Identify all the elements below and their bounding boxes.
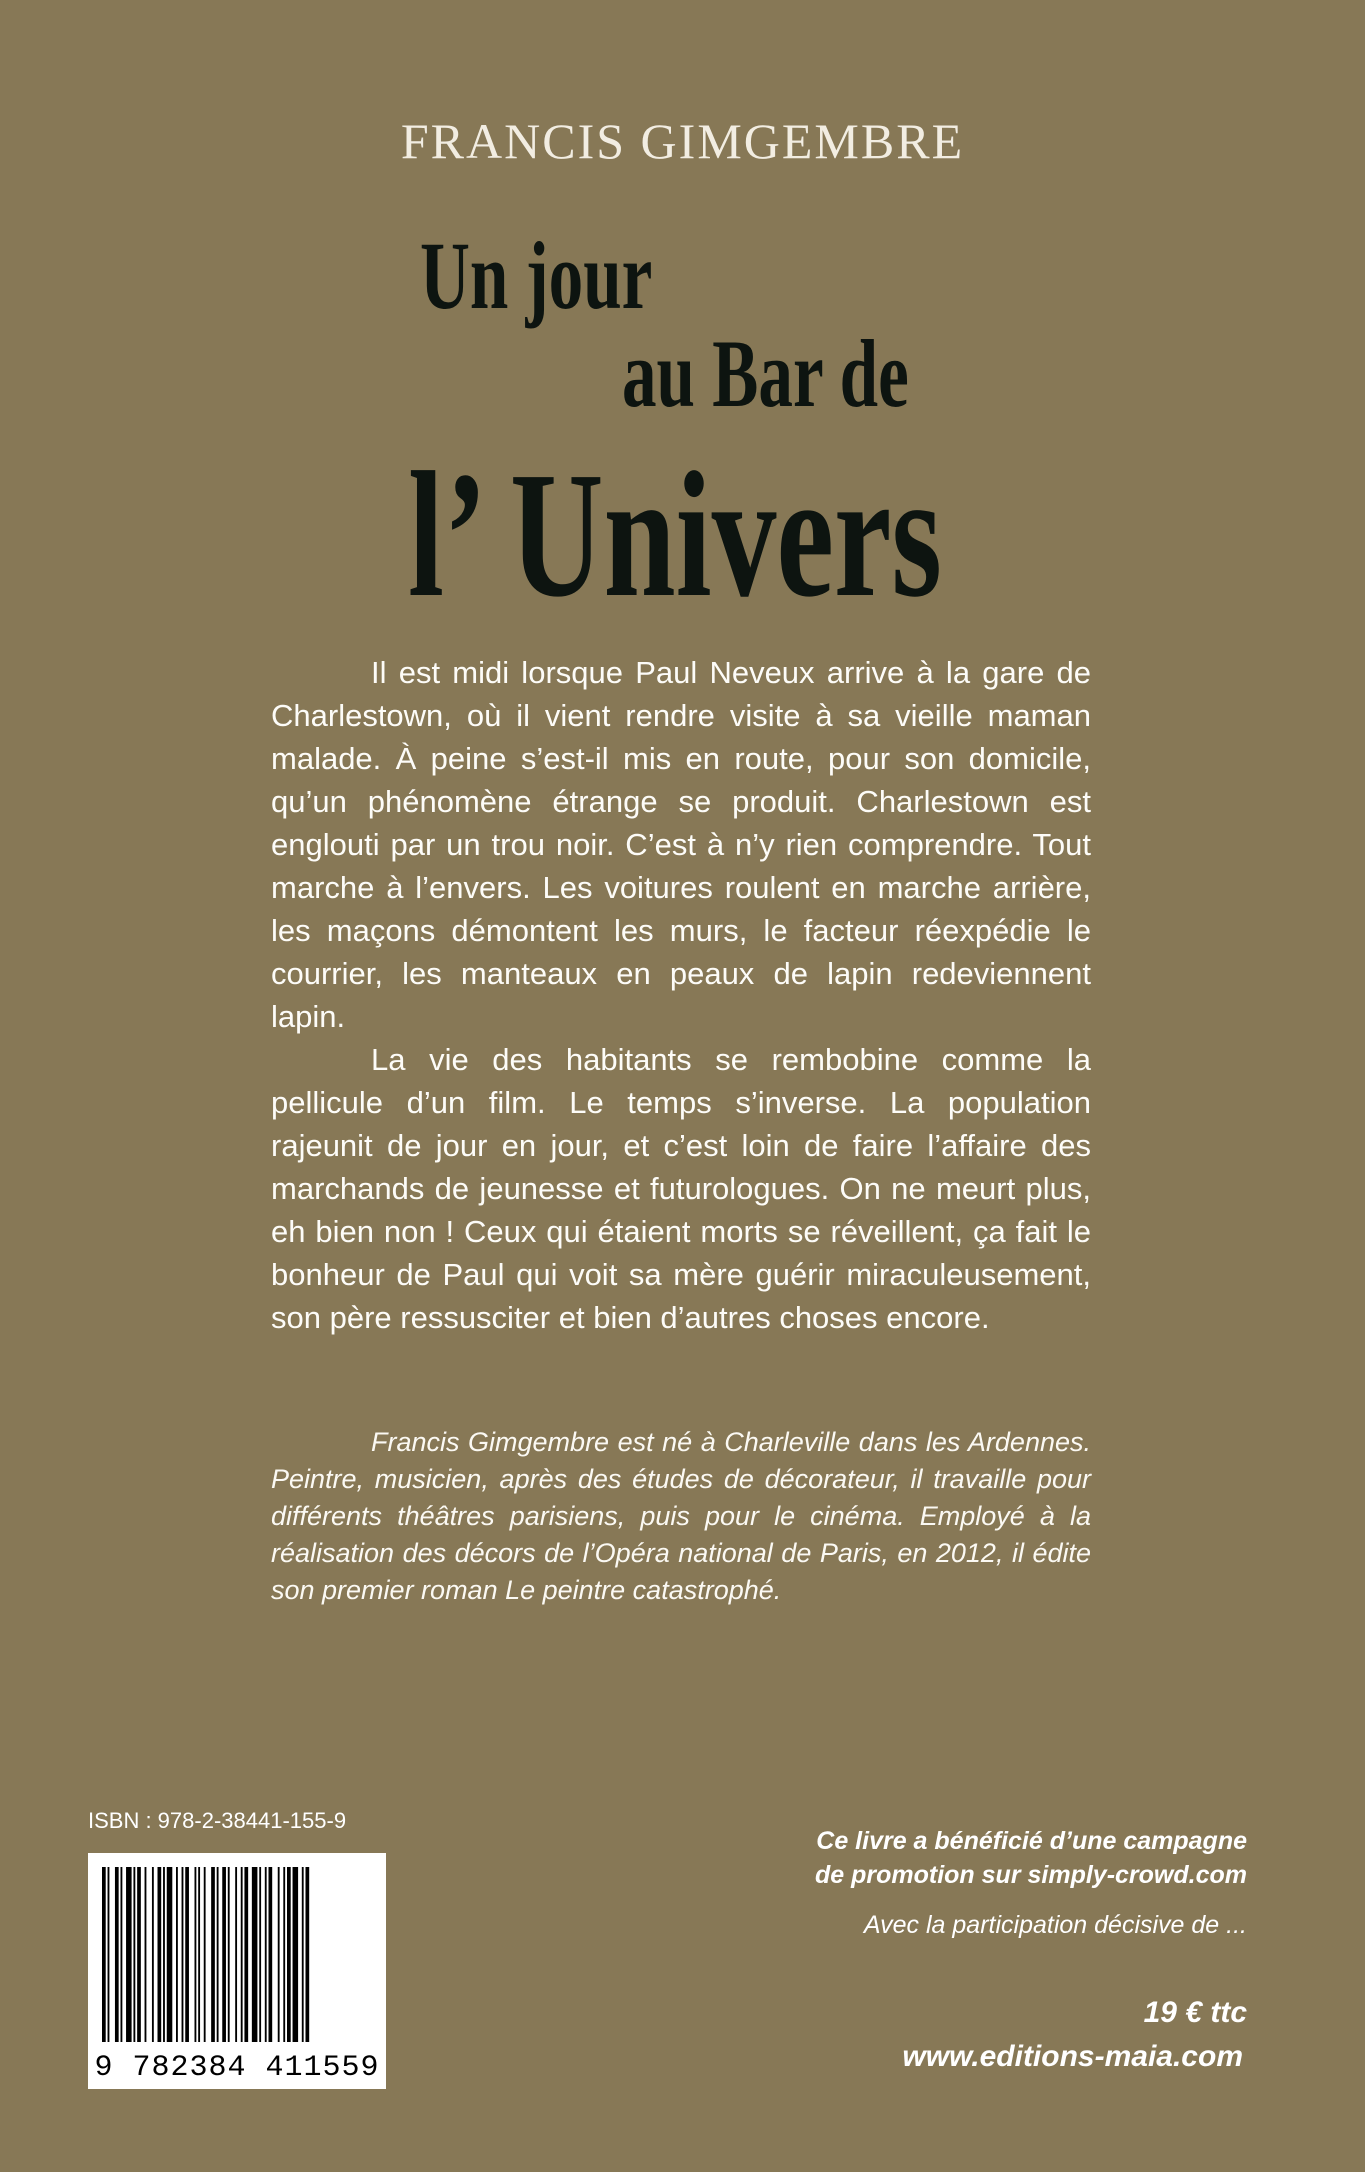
barcode-bar — [287, 1867, 291, 2042]
barcode-bar — [278, 1867, 280, 2042]
promo-text — [687, 1824, 1247, 1892]
barcode-bar — [102, 1867, 106, 2042]
book-title-line-3: l’ Univers — [408, 435, 942, 634]
synopsis-paragraph-1: Il est midi lorsque Paul Neveux arrive à la gare de Charlestown, où il vient rendre visite à sa vieille maman malade. À peine s’est-il mis en route, pour son domicile, qu’un phénomène étrange se produit. Charlestown est englouti par un trou noir. C’est à n’y rien comprendre. Tout marche à l’envers. Les voitures roulent en marche arrière, les maçons démontent les murs, le facteur réexpédie le courrier, les manteaux en peaux de lapin redeviennent lapin. — [271, 655, 1091, 1034]
book-title-line-1: Un jour — [420, 222, 653, 329]
participation-text: Avec la participation décisive de ... — [863, 1911, 1247, 1939]
barcode-bar — [293, 1867, 299, 2042]
barcode-bar — [133, 1867, 135, 2042]
barcode-bar — [228, 1867, 230, 2042]
barcode-bar — [198, 1867, 200, 2042]
barcode-digits: 9 782384 411559 — [94, 2051, 380, 2085]
promo-line-1: Ce livre a bénéficié d’une campagne — [816, 1827, 1247, 1855]
barcode-bar — [126, 1867, 132, 2042]
barcode-bar — [185, 1867, 189, 2042]
barcode-bar — [283, 1867, 285, 2042]
barcode-bar — [302, 1867, 304, 2042]
isbn-label: ISBN : 978-2-38441-155-9 — [88, 1808, 347, 1833]
barcode-bar — [265, 1867, 267, 2042]
barcode-bar — [121, 1867, 123, 2042]
barcode-bar — [195, 1867, 197, 2042]
barcode-bars-icon — [102, 1867, 372, 2042]
barcode-bar — [115, 1867, 119, 2042]
synopsis — [271, 651, 1091, 1339]
barcode-bar — [211, 1867, 215, 2042]
promo-line-2: de promotion sur simply-crowd.com — [815, 1861, 1247, 1889]
barcode-bar — [235, 1867, 237, 2042]
barcode-bar — [217, 1867, 219, 2042]
author-bio: Francis Gimgembre est né à Charleville dans les Ardennes. Peintre, musicien, après des études de décorateur, il travaille pour différents théâtres parisiens, puis pour le cinéma. Employé à la réalisation des décors de l’Opéra national de Paris, en 2012, il édite son premier roman Le peintre catastrophé. — [271, 1427, 1091, 1605]
book-title-line-2: au Bar de — [622, 320, 909, 427]
barcode-bar — [241, 1867, 243, 2042]
barcode-bar — [176, 1867, 178, 2042]
price: 19 € ttc — [1143, 1996, 1247, 2029]
barcode-bar — [158, 1867, 162, 2042]
barcode-bar — [269, 1867, 273, 2042]
barcode-bar — [204, 1867, 206, 2042]
synopsis-paragraph-2: La vie des habitants se rembobine comme la pellicule d’un film. Le temps s’inverse. La population rajeunit de jour en jour, et c’est loin de faire l’affaire des marchands de jeunesse et futurologues. On ne meurt plus, eh bien non ! Ceux qui étaient morts se réveillent, ça fait le bonheur de Paul qui voit sa mère guérir miraculeusement, son père ressusciter et bien d’autres choses encore. — [271, 1042, 1091, 1335]
barcode-bar — [108, 1867, 110, 2042]
barcode — [88, 1853, 386, 2089]
barcode-bar — [152, 1867, 154, 2042]
barcode-bar — [182, 1867, 184, 2042]
publisher-website: www.editions-maia.com — [902, 2040, 1243, 2073]
barcode-bar — [306, 1867, 310, 2042]
barcode-bar — [259, 1867, 261, 2042]
barcode-bar — [163, 1867, 165, 2042]
barcode-bar — [137, 1867, 141, 2042]
barcode-bar — [145, 1867, 147, 2042]
author-name: FRANCIS GIMGEMBRE — [400, 113, 965, 169]
barcode-bar — [167, 1867, 173, 2042]
barcode-bar — [222, 1867, 226, 2042]
barcode-bar — [244, 1867, 248, 2042]
barcode-bar — [252, 1867, 258, 2042]
